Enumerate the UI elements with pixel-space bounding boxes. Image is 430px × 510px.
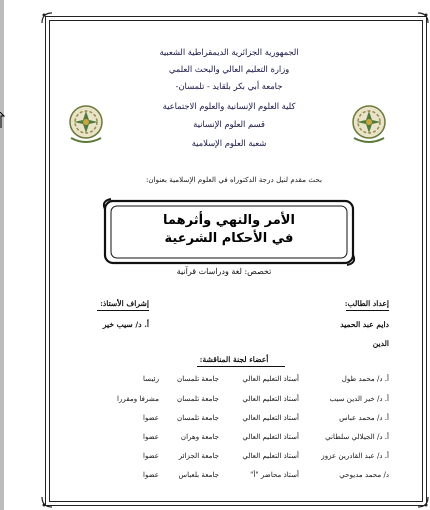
committee-label-underline — [197, 366, 285, 367]
committee-name: أ. د/ محمد طول — [341, 374, 389, 383]
committee-rank: أستاذ التعليم العالي — [242, 432, 299, 441]
committee-name: د/ محمد مديوحي — [339, 470, 389, 479]
thesis-title-line2: في الأحكام الشرعية — [164, 231, 294, 246]
left-university-emblem-icon — [65, 102, 107, 146]
student-label-underline — [346, 310, 389, 311]
committee-label: أعضاء لجنة المناقشة: — [199, 355, 269, 364]
header-branch: شعبة العلوم الإسلامية — [191, 138, 267, 148]
committee-role: عضوا — [142, 413, 159, 422]
corner-ornament-icon — [417, 496, 429, 508]
corner-ornament-icon — [417, 12, 429, 24]
committee-name: أ. د/ محمد عباس — [339, 413, 389, 422]
corner-ornament-icon — [41, 496, 53, 508]
header-republic: الجمهورية الجزائرية الديمقراطية الشعبية — [159, 47, 299, 57]
committee-name: أ. د/ عبد القادرين عزوز — [321, 451, 389, 460]
committee-role: عضوا — [142, 470, 159, 479]
student-name-line1: دايم عبد الحميد — [340, 320, 389, 329]
committee-rank: أستاذ محاضر "أ" — [250, 470, 299, 479]
thesis-intro: بحث مقدم لنيل درجة الدكتوراه في العلوم الإسلامية بعنوان: — [145, 175, 323, 184]
supervisor-label: إشراف الأستاذ: — [100, 299, 149, 308]
student-name-line2: الدين — [372, 339, 389, 348]
committee-affiliation: جامعة تلمسان — [177, 413, 219, 422]
document-page — [9, 4, 424, 508]
supervisor-name: أ. د/ سيب خير — [102, 320, 149, 329]
header-ministry: وزارة التعليم العالي والبحث العلمي — [168, 64, 290, 74]
right-university-emblem-icon — [348, 102, 390, 146]
committee-role: رئيسا — [142, 374, 159, 383]
committee-name: أ. د/ خير الدين سيب — [329, 394, 389, 403]
corner-ornament-icon — [41, 12, 53, 24]
committee-rank: أستاذ التعليم العالي — [242, 394, 299, 403]
committee-name: أ. د/ الجيلالي سلطاني — [325, 432, 389, 441]
committee-rank: أستاذ التعليم العالي — [242, 374, 299, 383]
committee-affiliation: جامعة تلمسان — [177, 394, 219, 403]
committee-affiliation: جامعة بلعباس — [178, 470, 219, 479]
committee-role: عضوا — [142, 432, 159, 441]
committee-rank: أستاذ التعليم العالي — [242, 451, 299, 460]
thesis-title-line1: الأمر والنهي وأثرهما — [163, 213, 295, 228]
text-cursor-icon — [0, 112, 5, 128]
committee-affiliation: جامعة الجزائر — [178, 451, 219, 460]
header-department: قسم العلوم الإنسانية — [193, 119, 265, 129]
supervisor-label-underline — [97, 310, 149, 311]
committee-affiliation: جامعة وهران — [180, 432, 219, 441]
committee-rank: أستاذ التعليم العالي — [242, 413, 299, 422]
window-left-edge — [0, 0, 4, 510]
committee-role: عضوا — [142, 451, 159, 460]
student-label: إعداد الطالب: — [344, 299, 389, 308]
committee-role: مشرفا ومقررا — [117, 394, 159, 403]
thesis-title-box — [101, 197, 357, 267]
thesis-specialty: تخصص: لغة ودراسات قرآنية — [176, 267, 272, 276]
committee-affiliation: جامعة تلمسان — [177, 374, 219, 383]
header-faculty: كلية العلوم الإنسانية والعلوم الاجتماعية — [162, 101, 296, 111]
header-university: جامعة أبي بكر بلقايد - تلمسان- — [175, 81, 283, 91]
